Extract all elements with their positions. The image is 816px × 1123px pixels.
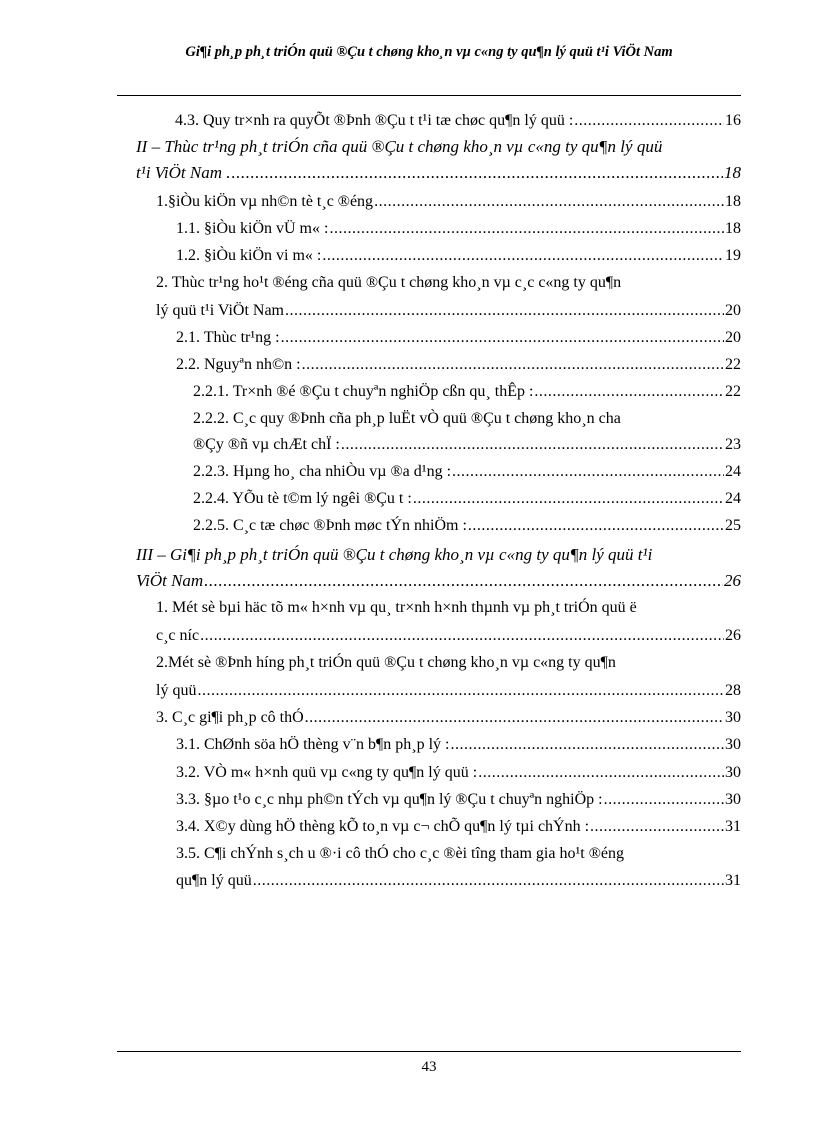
toc-entry-text: lý quü (156, 682, 197, 699)
toc-entry-text: lý quü t¹i ViÖt Nam (156, 302, 284, 319)
toc-entry-page: 18 (724, 163, 741, 182)
toc-leader-dots (204, 568, 723, 594)
toc-leader-dots (534, 379, 724, 405)
toc-entry-page: 26 (724, 571, 741, 590)
toc-entry-text: 2.2. Nguyªn nh©n : (176, 356, 301, 373)
toc-entry (156, 623, 741, 649)
toc-entry (175, 108, 741, 134)
toc-entry-page: 26 (725, 627, 741, 644)
toc-leader-dots (302, 352, 724, 378)
toc-leader-dots (281, 325, 724, 351)
toc-leader-dots (604, 787, 724, 813)
toc-entry (156, 595, 741, 621)
toc-entry-text: 1.2. §iÒu kiÖn vi m« : (176, 247, 322, 264)
toc-entry-page: 20 (725, 329, 741, 346)
toc-entry-text: III – Gi¶i ph¸p ph¸t triÓn quü ®Çu t chøng kho¸n vµ c«ng ty qu¶n lý quü t¹i (136, 545, 653, 564)
toc-leader-dots (253, 868, 724, 894)
toc-entry (176, 732, 741, 758)
toc-entry (136, 568, 741, 594)
toc-leader-dots (197, 678, 724, 704)
toc-leader-dots (322, 243, 724, 269)
toc-entry-page: 30 (725, 709, 741, 726)
toc-entry (156, 270, 741, 296)
toc-entry (193, 513, 741, 539)
toc-entry-text: t¹i ViÖt Nam . (136, 163, 231, 182)
toc-entry-page: 16 (725, 112, 741, 129)
toc-leader-dots (374, 189, 724, 215)
toc-entry (156, 678, 741, 704)
toc-entry-page: 30 (725, 791, 741, 808)
toc-entry (136, 160, 741, 186)
toc-entry-page: 31 (725, 872, 741, 889)
toc-leader-dots (590, 814, 724, 840)
toc-entry-page: 20 (725, 302, 741, 319)
toc-entry (156, 650, 741, 676)
toc-entry-text: c¸c níc (156, 627, 200, 644)
toc-entry-text: 2.1. Thùc tr¹ng : (176, 329, 280, 346)
toc-entry-text: 1.1. §iÒu kiÖn vÜ m« : (176, 220, 329, 237)
toc-entry (156, 189, 741, 215)
header-rule (117, 95, 741, 96)
toc-entry (156, 705, 741, 731)
toc-entry (176, 216, 741, 242)
toc-leader-dots (341, 432, 724, 458)
toc-entry-page: 25 (725, 517, 741, 534)
toc-entry-page: 19 (725, 247, 741, 264)
toc-leader-dots (574, 108, 724, 134)
toc-entry-text: 3.2. VÒ m« h×nh quü vµ c«ng ty qu¶n lý quü : (176, 764, 478, 781)
toc-leader-dots (468, 513, 724, 539)
page-number: 43 (421, 1059, 437, 1075)
toc-leader-dots (329, 216, 724, 242)
toc-entry-page: 31 (725, 818, 741, 835)
toc-entry-text: 2.2.1. Tr×nh ®é ®Çu t chuyªn nghiÖp cßn qu¸ thÊp : (193, 383, 534, 400)
toc-entry (176, 325, 741, 351)
toc-leader-dots (413, 486, 724, 512)
toc-entry-page: 24 (725, 490, 741, 507)
toc-entry (193, 432, 741, 458)
toc-entry-page: 23 (725, 436, 741, 453)
toc-entry-text: II – Thùc tr¹ng ph¸t triÓn cña quü ®Çu t chøng kho¸n vµ c«ng ty qu¶n lý quü (136, 137, 663, 156)
toc-entry-text: ®Çy ®ñ vµ chÆt chÏ : (193, 436, 340, 453)
toc-entry (176, 760, 741, 786)
toc-entry (156, 298, 741, 324)
toc-entry-text: 3.1. ChØnh söa hÖ thèng v¨n b¶n ph¸p lý : (176, 736, 450, 753)
toc-entry (176, 868, 741, 894)
toc-entry (176, 841, 741, 867)
toc-entry-text: qu¶n lý quü (176, 872, 252, 889)
footer-rule (117, 1051, 741, 1052)
toc-leader-dots (232, 160, 723, 186)
toc-entry-page: 22 (725, 356, 741, 373)
toc-entry (176, 787, 741, 813)
toc-entry-text: 2.2.5. C¸c tæ chøc ®Þnh møc tÝn nhiÖm : (193, 517, 467, 534)
toc-entry-text: 2.2.2. C¸c quy ®Þnh cña ph¸p luËt vÒ quü ®Çu t chøng kho¸n cha (193, 410, 621, 427)
toc-entry-text: 1. Mét sè bµi häc tõ m« h×nh vµ qu¸ tr×nh h×nh thµnh vµ ph¸t triÓn quü ë (156, 599, 637, 616)
toc-entry-page: 24 (725, 463, 741, 480)
toc-leader-dots (285, 298, 724, 324)
toc-entry-text: 2. Thùc tr¹ng ho¹t ®éng cña quü ®Çu t chøng kho¸n vµ c¸c c«ng ty qu¶n (156, 274, 622, 291)
toc-entry (136, 542, 741, 568)
toc-entry-text: 3. C¸c gi¶i ph¸p cô thÓ (156, 709, 304, 726)
toc-entry-text: 2.Mét sè ®Þnh híng ph¸t triÓn quü ®Çu t chøng kho¸n vµ c«ng ty qu¶n (156, 654, 616, 671)
toc-entry-text: 1.§iÒu kiÖn vµ nh©n tè t¸c ®éng (156, 193, 374, 210)
toc-entry (193, 406, 741, 432)
toc-entry-text: 3.4. X©y dùng hÖ thèng kÕ to¸n vµ c¬ chÕ qu¶n lý tµi chÝnh : (176, 818, 590, 835)
toc-entry-page: 30 (725, 736, 741, 753)
toc-leader-dots (452, 459, 724, 485)
toc-entry-text: 3.5. C¶i chÝnh s¸ch u ®·i cô thÓ cho c¸c ®èi tîng tham gia ho¹t ®éng (176, 845, 624, 862)
toc-entry-page: 30 (725, 764, 741, 781)
toc-entry-text: 3.3. §µo t¹o c¸c nhµ ph©n tÝch vµ qu¶n lý ®Çu t chuyªn nghiÖp : (176, 791, 603, 808)
toc-entry (176, 814, 741, 840)
toc-entry-text: 4.3. Quy tr×nh ra quyÕt ®Þnh ®Çu t t¹i tæ chøc qu¶n lý quü : (175, 112, 574, 129)
page-header: Gi¶i ph¸p ph¸t triÓn quü ®Çu t chøng kho¸n vµ c«ng ty qu¶n lý quü t¹i ViÖt Nam (185, 44, 673, 60)
toc-leader-dots (450, 732, 724, 758)
toc-entry-text: 2.2.4. YÕu tè t©m lý ngêi ®Çu t : (193, 490, 412, 507)
toc-entry (136, 134, 741, 160)
toc-entry (193, 459, 741, 485)
toc-entry-text: 2.2.3. Hµng ho¸ cha nhiÒu vµ ®a d¹ng : (193, 463, 452, 480)
toc-entry (176, 352, 741, 378)
toc-entry-text: ViÖt Nam (136, 571, 204, 590)
toc-entry (176, 243, 741, 269)
toc-entry (193, 379, 741, 405)
toc-entry-page: 18 (725, 193, 741, 210)
toc-entry-page: 28 (725, 682, 741, 699)
toc-leader-dots (200, 623, 724, 649)
toc-leader-dots (305, 705, 724, 731)
toc-entry-page: 18 (725, 220, 741, 237)
toc-leader-dots (478, 760, 724, 786)
toc-entry (193, 486, 741, 512)
toc-entry-page: 22 (725, 383, 741, 400)
